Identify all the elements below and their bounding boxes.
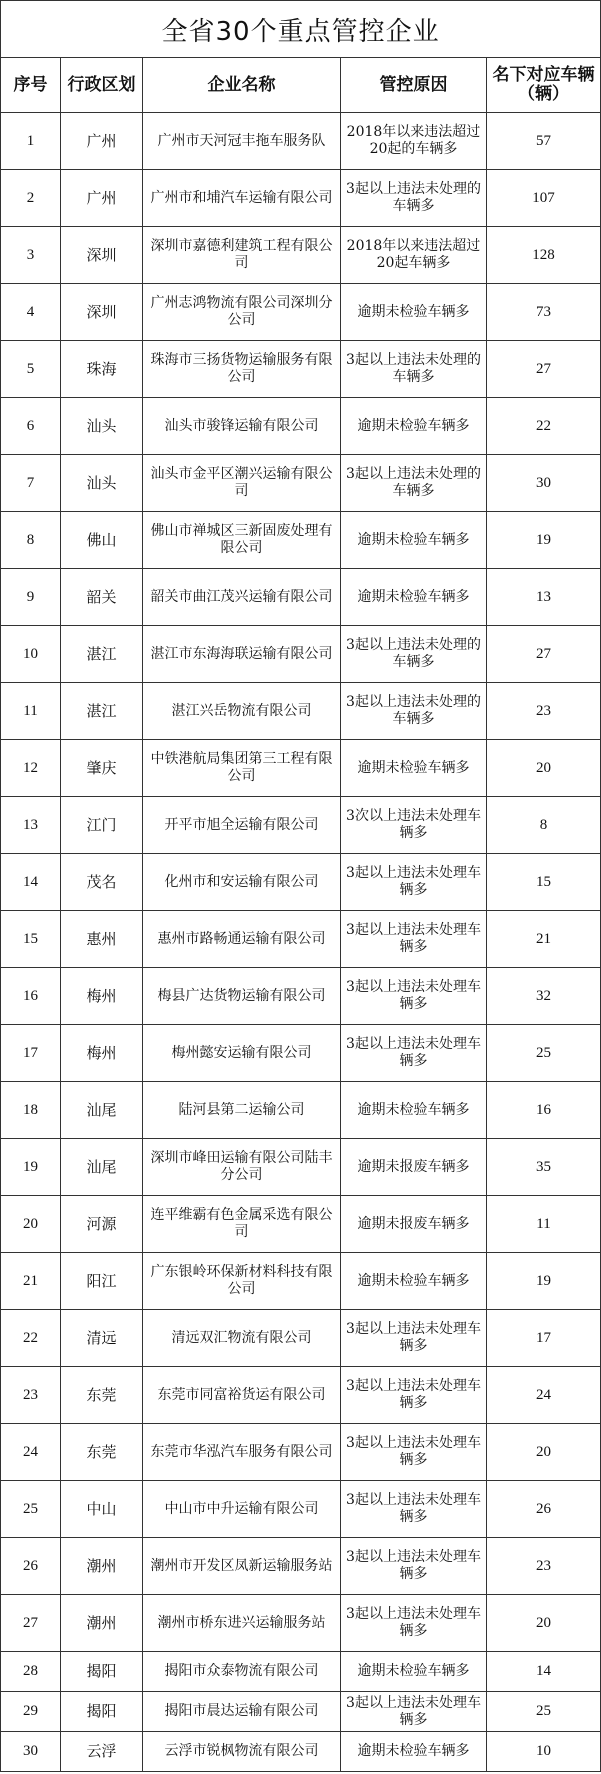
table-row — [1, 170, 601, 227]
cell-reason: 3起以上违法未处理车辆多 — [341, 911, 487, 968]
cell-index: 13 — [1, 797, 61, 854]
cell-reason: 3起以上违法未处理车辆多 — [341, 854, 487, 911]
cell-company: 潮州市开发区凤新运输服务站 — [143, 1538, 341, 1595]
cell-company: 东莞市华泓汽车服务有限公司 — [143, 1424, 341, 1481]
cell-reason: 3次以上违法未处理车辆多 — [341, 797, 487, 854]
cell-company: 化州市和安运输有限公司 — [143, 854, 341, 911]
cell-reason: 逾期未检验车辆多 — [341, 1082, 487, 1139]
table-row — [1, 1424, 601, 1481]
cell-vehicles: 16 — [487, 1082, 601, 1139]
cell-reason: 3起以上违法未处理车辆多 — [341, 968, 487, 1025]
header-region: 行政区划 — [61, 58, 143, 113]
cell-index: 7 — [1, 455, 61, 512]
cell-vehicles: 25 — [487, 1025, 601, 1082]
cell-vehicles: 20 — [487, 740, 601, 797]
table-row — [1, 854, 601, 911]
cell-reason: 逾期未检验车辆多 — [341, 1732, 487, 1772]
cell-reason: 逾期未报废车辆多 — [341, 1196, 487, 1253]
header-index: 序号 — [1, 58, 61, 113]
table-row — [1, 1732, 601, 1772]
cell-reason: 3起以上违法未处理的车辆多 — [341, 626, 487, 683]
cell-vehicles: 8 — [487, 797, 601, 854]
table-row — [1, 1082, 601, 1139]
header-company: 企业名称 — [143, 58, 341, 113]
cell-company: 中山市中升运输有限公司 — [143, 1481, 341, 1538]
cell-index: 24 — [1, 1424, 61, 1481]
cell-company: 开平市旭全运输有限公司 — [143, 797, 341, 854]
cell-index: 4 — [1, 284, 61, 341]
table-row — [1, 911, 601, 968]
cell-reason: 逾期未检验车辆多 — [341, 569, 487, 626]
cell-company: 广东银岭环保新材料科技有限公司 — [143, 1253, 341, 1310]
cell-index: 21 — [1, 1253, 61, 1310]
cell-region: 潮州 — [61, 1538, 143, 1595]
cell-company: 清远双汇物流有限公司 — [143, 1310, 341, 1367]
header-reason: 管控原因 — [341, 58, 487, 113]
cell-region: 广州 — [61, 113, 143, 170]
cell-region: 深圳 — [61, 227, 143, 284]
cell-region: 揭阳 — [61, 1652, 143, 1692]
cell-region: 江门 — [61, 797, 143, 854]
table-body — [1, 113, 601, 1772]
cell-reason: 逾期未检验车辆多 — [341, 512, 487, 569]
header-vehicles: 名下对应车辆（辆） — [487, 58, 601, 113]
cell-vehicles: 22 — [487, 398, 601, 455]
cell-reason: 逾期未检验车辆多 — [341, 1652, 487, 1692]
cell-region: 梅州 — [61, 968, 143, 1025]
cell-region: 东莞 — [61, 1367, 143, 1424]
cell-index: 28 — [1, 1652, 61, 1692]
header-row — [1, 58, 601, 113]
cell-reason: 3起以上违法未处理车辆多 — [341, 1310, 487, 1367]
cell-index: 19 — [1, 1139, 61, 1196]
cell-reason: 3起以上违法未处理的车辆多 — [341, 683, 487, 740]
cell-vehicles: 32 — [487, 968, 601, 1025]
cell-region: 汕头 — [61, 398, 143, 455]
cell-region: 珠海 — [61, 341, 143, 398]
cell-reason: 3起以上违法未处理车辆多 — [341, 1367, 487, 1424]
table-row — [1, 797, 601, 854]
cell-region: 阳江 — [61, 1253, 143, 1310]
cell-index: 12 — [1, 740, 61, 797]
cell-index: 15 — [1, 911, 61, 968]
cell-index: 2 — [1, 170, 61, 227]
cell-index: 11 — [1, 683, 61, 740]
cell-reason: 3起以上违法未处理车辆多 — [341, 1692, 487, 1732]
table-row — [1, 1481, 601, 1538]
cell-vehicles: 11 — [487, 1196, 601, 1253]
table-row — [1, 683, 601, 740]
cell-vehicles: 21 — [487, 911, 601, 968]
cell-vehicles: 25 — [487, 1692, 601, 1732]
cell-region: 云浮 — [61, 1732, 143, 1772]
cell-region: 汕尾 — [61, 1139, 143, 1196]
cell-reason: 2018年以来违法超过20起的车辆多 — [341, 113, 487, 170]
cell-index: 30 — [1, 1732, 61, 1772]
table-row — [1, 626, 601, 683]
cell-vehicles: 128 — [487, 227, 601, 284]
cell-company: 揭阳市晨达运输有限公司 — [143, 1692, 341, 1732]
cell-vehicles: 14 — [487, 1652, 601, 1692]
cell-vehicles: 15 — [487, 854, 601, 911]
table-row — [1, 1310, 601, 1367]
cell-company: 汕头市金平区潮兴运输有限公司 — [143, 455, 341, 512]
cell-company: 深圳市峰田运输有限公司陆丰分公司 — [143, 1139, 341, 1196]
cell-company: 梅县广达货物运输有限公司 — [143, 968, 341, 1025]
table-row — [1, 1538, 601, 1595]
cell-vehicles: 73 — [487, 284, 601, 341]
cell-vehicles: 19 — [487, 512, 601, 569]
cell-company: 广州市天河冠丰拖车服务队 — [143, 113, 341, 170]
table-row — [1, 341, 601, 398]
cell-vehicles: 23 — [487, 683, 601, 740]
table-row — [1, 113, 601, 170]
cell-region: 河源 — [61, 1196, 143, 1253]
cell-reason: 3起以上违法未处理车辆多 — [341, 1481, 487, 1538]
cell-index: 18 — [1, 1082, 61, 1139]
cell-vehicles: 26 — [487, 1481, 601, 1538]
table-row — [1, 284, 601, 341]
table-title: 全省30个重点管控企业 — [1, 1, 601, 58]
cell-company: 韶关市曲江茂兴运输有限公司 — [143, 569, 341, 626]
cell-index: 1 — [1, 113, 61, 170]
cell-company: 连平维霸有色金属采选有限公司 — [143, 1196, 341, 1253]
cell-index: 25 — [1, 1481, 61, 1538]
cell-index: 27 — [1, 1595, 61, 1652]
cell-company: 云浮市锐枫物流有限公司 — [143, 1732, 341, 1772]
cell-vehicles: 19 — [487, 1253, 601, 1310]
cell-index: 8 — [1, 512, 61, 569]
cell-reason: 3起以上违法未处理车辆多 — [341, 1595, 487, 1652]
cell-region: 惠州 — [61, 911, 143, 968]
cell-index: 6 — [1, 398, 61, 455]
table-row — [1, 1139, 601, 1196]
cell-region: 潮州 — [61, 1595, 143, 1652]
cell-index: 29 — [1, 1692, 61, 1732]
cell-reason: 逾期未检验车辆多 — [341, 1253, 487, 1310]
cell-reason: 3起以上违法未处理车辆多 — [341, 1025, 487, 1082]
table-row — [1, 512, 601, 569]
table-row — [1, 968, 601, 1025]
cell-reason: 3起以上违法未处理的车辆多 — [341, 341, 487, 398]
cell-company: 湛江市东海海联运输有限公司 — [143, 626, 341, 683]
cell-company: 惠州市路畅通运输有限公司 — [143, 911, 341, 968]
cell-index: 5 — [1, 341, 61, 398]
cell-company: 汕头市骏锋运输有限公司 — [143, 398, 341, 455]
cell-region: 汕尾 — [61, 1082, 143, 1139]
cell-company: 梅州懿安运输有限公司 — [143, 1025, 341, 1082]
cell-reason: 逾期未检验车辆多 — [341, 284, 487, 341]
cell-vehicles: 27 — [487, 341, 601, 398]
table-row — [1, 740, 601, 797]
cell-region: 揭阳 — [61, 1692, 143, 1732]
cell-vehicles: 17 — [487, 1310, 601, 1367]
table-row — [1, 398, 601, 455]
cell-index: 14 — [1, 854, 61, 911]
cell-index: 22 — [1, 1310, 61, 1367]
table-row — [1, 1595, 601, 1652]
cell-index: 9 — [1, 569, 61, 626]
cell-vehicles: 20 — [487, 1424, 601, 1481]
table-row — [1, 1652, 601, 1692]
cell-reason: 3起以上违法未处理车辆多 — [341, 1424, 487, 1481]
cell-company: 佛山市禅城区三新固废处理有限公司 — [143, 512, 341, 569]
cell-index: 3 — [1, 227, 61, 284]
cell-vehicles: 57 — [487, 113, 601, 170]
cell-region: 韶关 — [61, 569, 143, 626]
cell-vehicles: 10 — [487, 1732, 601, 1772]
cell-vehicles: 13 — [487, 569, 601, 626]
cell-reason: 3起以上违法未处理车辆多 — [341, 1538, 487, 1595]
cell-company: 揭阳市众泰物流有限公司 — [143, 1652, 341, 1692]
cell-reason: 2018年以来违法超过20起车辆多 — [341, 227, 487, 284]
cell-index: 16 — [1, 968, 61, 1025]
cell-vehicles: 20 — [487, 1595, 601, 1652]
cell-region: 深圳 — [61, 284, 143, 341]
cell-reason: 3起以上违法未处理的车辆多 — [341, 170, 487, 227]
cell-region: 清远 — [61, 1310, 143, 1367]
table-row — [1, 569, 601, 626]
cell-region: 茂名 — [61, 854, 143, 911]
cell-company: 珠海市三扬货物运输服务有限公司 — [143, 341, 341, 398]
table-row — [1, 1692, 601, 1732]
cell-index: 23 — [1, 1367, 61, 1424]
cell-company: 广州市和埔汽车运输有限公司 — [143, 170, 341, 227]
cell-region: 湛江 — [61, 626, 143, 683]
cell-vehicles: 24 — [487, 1367, 601, 1424]
cell-reason: 逾期未检验车辆多 — [341, 740, 487, 797]
cell-index: 26 — [1, 1538, 61, 1595]
cell-company: 广州志鸿物流有限公司深圳分公司 — [143, 284, 341, 341]
cell-region: 广州 — [61, 170, 143, 227]
cell-company: 深圳市嘉德利建筑工程有限公司 — [143, 227, 341, 284]
cell-reason: 逾期未报废车辆多 — [341, 1139, 487, 1196]
cell-vehicles: 30 — [487, 455, 601, 512]
cell-vehicles: 35 — [487, 1139, 601, 1196]
cell-region: 汕头 — [61, 455, 143, 512]
cell-index: 20 — [1, 1196, 61, 1253]
cell-company: 湛江兴岳物流有限公司 — [143, 683, 341, 740]
cell-region: 中山 — [61, 1481, 143, 1538]
cell-index: 17 — [1, 1025, 61, 1082]
cell-region: 梅州 — [61, 1025, 143, 1082]
cell-reason: 3起以上违法未处理的车辆多 — [341, 455, 487, 512]
table-row — [1, 1253, 601, 1310]
cell-index: 10 — [1, 626, 61, 683]
cell-vehicles: 107 — [487, 170, 601, 227]
cell-company: 陆河县第二运输公司 — [143, 1082, 341, 1139]
table-row — [1, 1367, 601, 1424]
cell-company: 东莞市同富裕货运有限公司 — [143, 1367, 341, 1424]
cell-region: 佛山 — [61, 512, 143, 569]
cell-reason: 逾期未检验车辆多 — [341, 398, 487, 455]
table-row — [1, 455, 601, 512]
cell-region: 湛江 — [61, 683, 143, 740]
cell-region: 东莞 — [61, 1424, 143, 1481]
cell-vehicles: 23 — [487, 1538, 601, 1595]
table-row — [1, 1025, 601, 1082]
cell-vehicles: 27 — [487, 626, 601, 683]
table-row — [1, 1196, 601, 1253]
table-row — [1, 227, 601, 284]
cell-company: 中铁港航局集团第三工程有限公司 — [143, 740, 341, 797]
cell-company: 潮州市桥东进兴运输服务站 — [143, 1595, 341, 1652]
cell-region: 肇庆 — [61, 740, 143, 797]
